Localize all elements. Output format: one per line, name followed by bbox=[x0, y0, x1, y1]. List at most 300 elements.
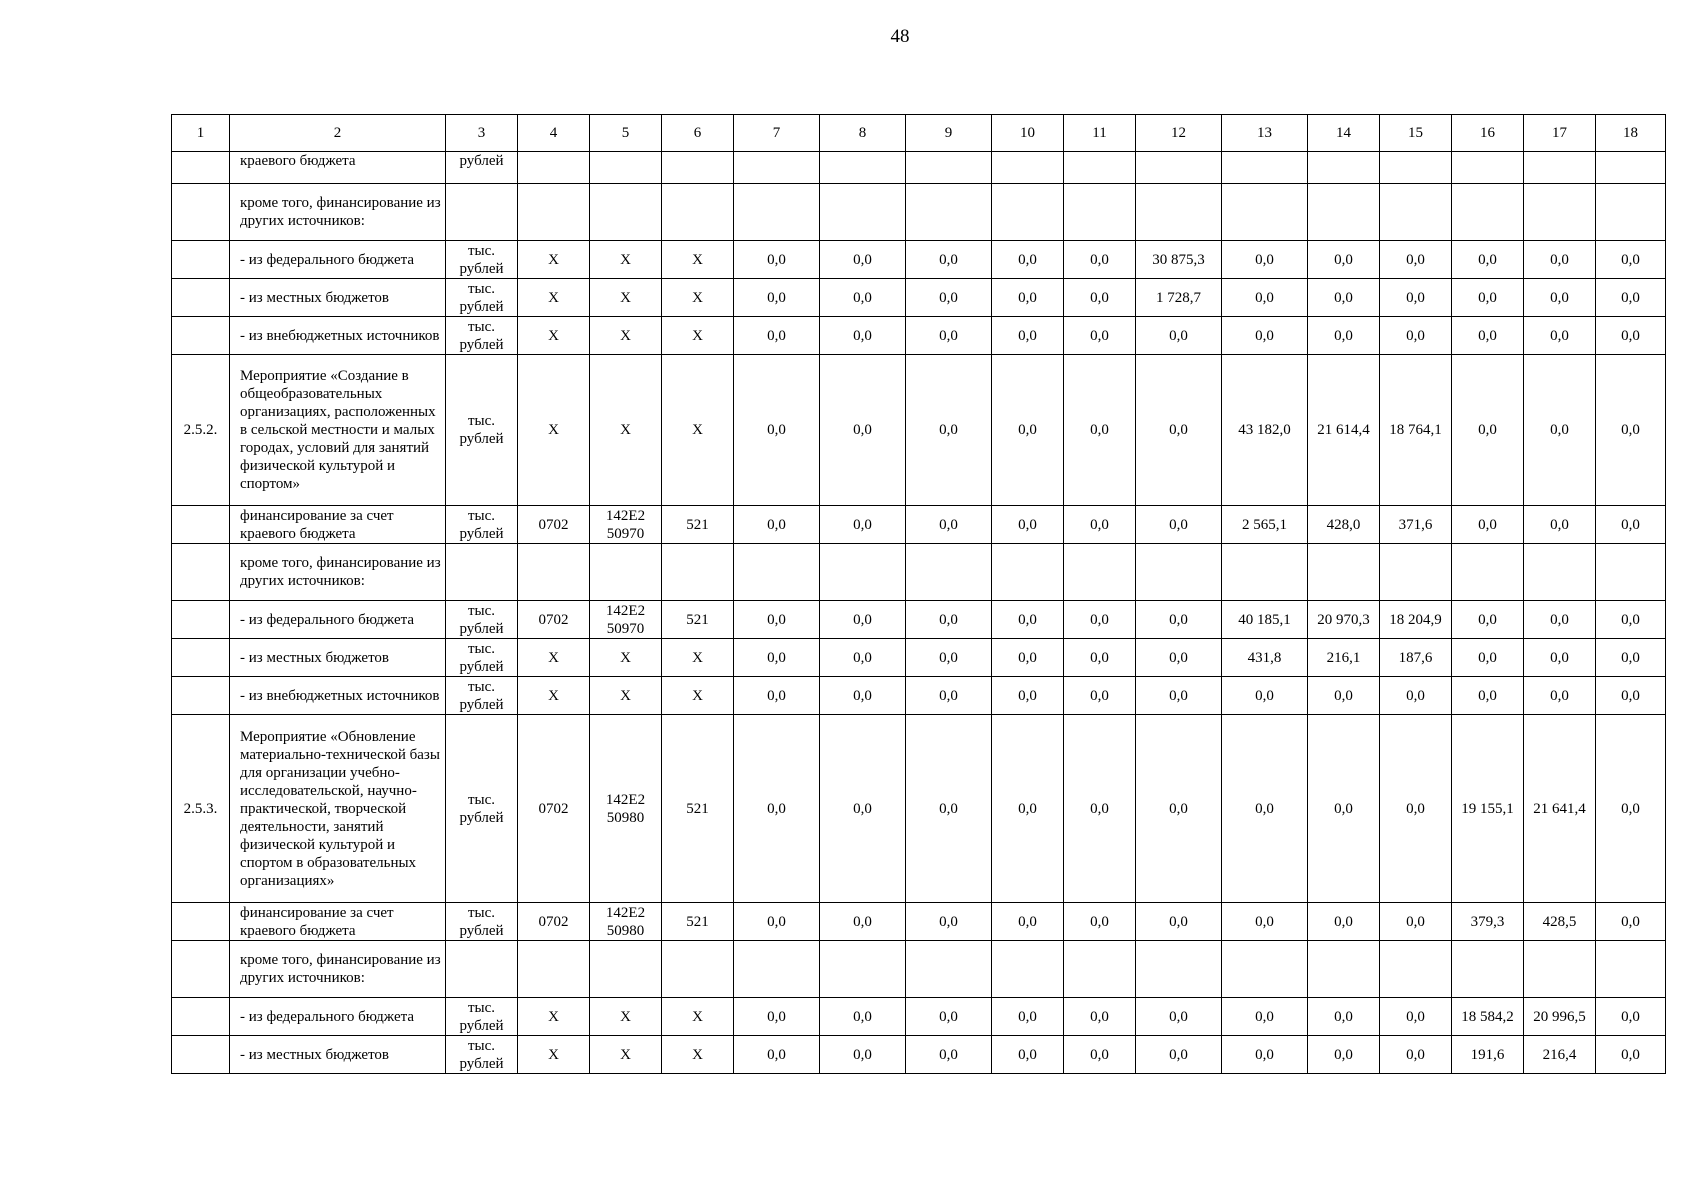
table-row bbox=[172, 601, 1666, 639]
table-cell: 0,0 bbox=[992, 639, 1064, 677]
table-cell: 0,0 bbox=[906, 903, 992, 941]
table-cell: 0,0 bbox=[1524, 241, 1596, 279]
table-cell: 216,4 bbox=[1524, 1036, 1596, 1074]
table-cell bbox=[172, 601, 230, 639]
table-cell: тыс. рублей bbox=[446, 241, 518, 279]
table-cell: 187,6 bbox=[1380, 639, 1452, 677]
table-cell: 0,0 bbox=[1136, 715, 1222, 903]
table-body bbox=[172, 115, 1666, 1074]
table-cell: 0,0 bbox=[1452, 506, 1524, 544]
header-row bbox=[172, 115, 1666, 152]
table-row bbox=[172, 355, 1666, 506]
table-cell: 0,0 bbox=[1064, 355, 1136, 506]
table-cell: 0,0 bbox=[1136, 601, 1222, 639]
table-cell: 0702 bbox=[518, 903, 590, 941]
table-cell: 0,0 bbox=[1064, 639, 1136, 677]
table-cell bbox=[1452, 184, 1524, 241]
table-cell: X bbox=[662, 317, 734, 355]
table-cell: 40 185,1 bbox=[1222, 601, 1308, 639]
table-cell: 0,0 bbox=[992, 317, 1064, 355]
table-cell bbox=[518, 184, 590, 241]
table-cell: 0,0 bbox=[1136, 317, 1222, 355]
table-row bbox=[172, 506, 1666, 544]
header-cell-17: 17 bbox=[1524, 115, 1596, 152]
table-cell: 521 bbox=[662, 506, 734, 544]
table-row bbox=[172, 715, 1666, 903]
table-row bbox=[172, 317, 1666, 355]
table-cell: 0,0 bbox=[734, 998, 820, 1036]
table-cell: 0,0 bbox=[1064, 506, 1136, 544]
table-cell: 0,0 bbox=[1222, 903, 1308, 941]
table-cell: 0,0 bbox=[1596, 715, 1666, 903]
header-cell-6: 6 bbox=[662, 115, 734, 152]
table-cell bbox=[992, 184, 1064, 241]
table-cell: 0,0 bbox=[1308, 715, 1380, 903]
table-cell: 0,0 bbox=[1380, 317, 1452, 355]
table-cell: 0,0 bbox=[1524, 279, 1596, 317]
table-cell: 428,5 bbox=[1524, 903, 1596, 941]
table-cell: 0,0 bbox=[1064, 317, 1136, 355]
table-cell: 0,0 bbox=[1452, 355, 1524, 506]
table-cell: 0,0 bbox=[1064, 601, 1136, 639]
table-cell: тыс. рублей bbox=[446, 998, 518, 1036]
table-cell: 0,0 bbox=[1380, 677, 1452, 715]
table-cell: 0,0 bbox=[1380, 279, 1452, 317]
table-cell: 0,0 bbox=[1524, 506, 1596, 544]
table-cell: 0,0 bbox=[1136, 506, 1222, 544]
table-cell: 0,0 bbox=[992, 715, 1064, 903]
table-cell bbox=[1452, 941, 1524, 998]
table-cell bbox=[1136, 941, 1222, 998]
table-row bbox=[172, 903, 1666, 941]
row-label-cell: - из местных бюджетов bbox=[230, 639, 446, 677]
table-cell: 0,0 bbox=[734, 355, 820, 506]
table-row bbox=[172, 544, 1666, 601]
table-cell: 0,0 bbox=[1222, 279, 1308, 317]
table-cell bbox=[820, 184, 906, 241]
table-cell: 0,0 bbox=[1308, 677, 1380, 715]
table-cell bbox=[1308, 941, 1380, 998]
table-cell bbox=[1596, 184, 1666, 241]
table-cell: 0,0 bbox=[1596, 355, 1666, 506]
table-cell bbox=[1308, 544, 1380, 601]
header-cell-5: 5 bbox=[590, 115, 662, 152]
table-cell bbox=[1136, 184, 1222, 241]
table-cell: 0,0 bbox=[734, 241, 820, 279]
table-cell: 0,0 bbox=[820, 279, 906, 317]
table-cell: 0,0 bbox=[1452, 317, 1524, 355]
table-cell bbox=[1222, 544, 1308, 601]
table-cell: 0,0 bbox=[1380, 998, 1452, 1036]
table-cell: 431,8 bbox=[1222, 639, 1308, 677]
table-cell: 0,0 bbox=[734, 639, 820, 677]
table-cell: 0,0 bbox=[820, 241, 906, 279]
table-cell: 0,0 bbox=[1136, 677, 1222, 715]
header-cell-8: 8 bbox=[820, 115, 906, 152]
table-cell: 0,0 bbox=[906, 715, 992, 903]
header-cell-4: 4 bbox=[518, 115, 590, 152]
table-cell: 0,0 bbox=[1596, 998, 1666, 1036]
table-cell: X bbox=[662, 355, 734, 506]
table-cell: тыс. рублей bbox=[446, 355, 518, 506]
table-cell bbox=[820, 544, 906, 601]
table-cell: 0,0 bbox=[1596, 601, 1666, 639]
table-cell: 0,0 bbox=[820, 639, 906, 677]
table-cell: 0,0 bbox=[1524, 355, 1596, 506]
table-cell bbox=[1452, 152, 1524, 184]
table-cell: 0,0 bbox=[1222, 1036, 1308, 1074]
table-cell: 0,0 bbox=[1596, 317, 1666, 355]
table-cell: 0,0 bbox=[1524, 317, 1596, 355]
table-cell bbox=[820, 152, 906, 184]
table-cell: X bbox=[662, 279, 734, 317]
table-cell bbox=[518, 941, 590, 998]
table-cell: 0,0 bbox=[1452, 677, 1524, 715]
table-cell: 0,0 bbox=[906, 506, 992, 544]
row-label-cell: Мероприятие «Обновление материально-технической базы для организации учебно-исследовательской, научно-практической, творческой деятельности, занятий физической культурой и спортом в образовательных организациях» bbox=[230, 715, 446, 903]
table-cell: 0,0 bbox=[1596, 506, 1666, 544]
header-cell-10: 10 bbox=[992, 115, 1064, 152]
row-label-cell: кроме того, финансирование из других источников: bbox=[230, 941, 446, 998]
table-row bbox=[172, 941, 1666, 998]
table-cell: 43 182,0 bbox=[1222, 355, 1308, 506]
table-cell: тыс. рублей bbox=[446, 715, 518, 903]
table-cell: 0,0 bbox=[734, 903, 820, 941]
table-cell: 0,0 bbox=[820, 903, 906, 941]
table-cell: 0,0 bbox=[906, 998, 992, 1036]
table-cell: X bbox=[518, 639, 590, 677]
table-cell: 1 728,7 bbox=[1136, 279, 1222, 317]
table-cell: 0,0 bbox=[1136, 903, 1222, 941]
table-cell: X bbox=[590, 355, 662, 506]
row-label-cell: финансирование за счет краевого бюджета bbox=[230, 903, 446, 941]
table-cell: 521 bbox=[662, 715, 734, 903]
table-cell bbox=[172, 544, 230, 601]
table-cell: 428,0 bbox=[1308, 506, 1380, 544]
table-cell: 0,0 bbox=[1308, 1036, 1380, 1074]
table-cell: тыс. рублей bbox=[446, 317, 518, 355]
table-cell: X bbox=[662, 639, 734, 677]
table-cell: X bbox=[590, 677, 662, 715]
table-cell: тыс. рублей bbox=[446, 279, 518, 317]
table-cell bbox=[992, 152, 1064, 184]
header-cell-12: 12 bbox=[1136, 115, 1222, 152]
header-cell-9: 9 bbox=[906, 115, 992, 152]
table-cell: 0,0 bbox=[1452, 279, 1524, 317]
table-cell bbox=[172, 903, 230, 941]
table-cell: 0,0 bbox=[734, 601, 820, 639]
table-cell: X bbox=[518, 241, 590, 279]
table-cell: 0,0 bbox=[1452, 601, 1524, 639]
table-cell: 0,0 bbox=[820, 1036, 906, 1074]
table-cell: 379,3 bbox=[1452, 903, 1524, 941]
table-cell bbox=[1524, 544, 1596, 601]
table-cell: 0,0 bbox=[1064, 1036, 1136, 1074]
table-cell bbox=[590, 941, 662, 998]
table-cell: 0,0 bbox=[820, 601, 906, 639]
table-cell: 0,0 bbox=[734, 317, 820, 355]
table-cell: 0,0 bbox=[1524, 601, 1596, 639]
table-cell bbox=[1064, 152, 1136, 184]
table-cell: 142E2 50970 bbox=[590, 601, 662, 639]
table-cell: 0,0 bbox=[820, 506, 906, 544]
table-cell: 0,0 bbox=[1136, 355, 1222, 506]
table-row bbox=[172, 241, 1666, 279]
table-cell: 30 875,3 bbox=[1136, 241, 1222, 279]
table-cell: 0,0 bbox=[820, 998, 906, 1036]
table-cell: 0,0 bbox=[1064, 241, 1136, 279]
table-cell bbox=[1136, 544, 1222, 601]
table-cell: 20 970,3 bbox=[1308, 601, 1380, 639]
table-cell: 0702 bbox=[518, 715, 590, 903]
table-cell bbox=[906, 184, 992, 241]
table-cell bbox=[1136, 152, 1222, 184]
table-cell: 0,0 bbox=[734, 279, 820, 317]
table-cell: 18 764,1 bbox=[1380, 355, 1452, 506]
table-cell: 0,0 bbox=[1222, 677, 1308, 715]
table-cell: 0,0 bbox=[992, 601, 1064, 639]
table-cell bbox=[590, 184, 662, 241]
table-row bbox=[172, 677, 1666, 715]
table-cell: 0,0 bbox=[906, 355, 992, 506]
table-cell: 0,0 bbox=[1380, 241, 1452, 279]
table-cell: тыс. рублей bbox=[446, 506, 518, 544]
table-cell bbox=[906, 941, 992, 998]
header-cell-14: 14 bbox=[1308, 115, 1380, 152]
table-cell: X bbox=[662, 241, 734, 279]
table-cell bbox=[1380, 941, 1452, 998]
table-cell bbox=[172, 506, 230, 544]
table-cell: X bbox=[590, 279, 662, 317]
table-cell bbox=[1064, 184, 1136, 241]
table-cell: 0,0 bbox=[1222, 715, 1308, 903]
table-cell: 0,0 bbox=[734, 715, 820, 903]
table-cell: 0702 bbox=[518, 601, 590, 639]
table-cell: 0,0 bbox=[906, 1036, 992, 1074]
table-cell bbox=[172, 639, 230, 677]
table-cell bbox=[446, 184, 518, 241]
header-cell-11: 11 bbox=[1064, 115, 1136, 152]
table-cell: X bbox=[590, 317, 662, 355]
table-cell: 0,0 bbox=[992, 998, 1064, 1036]
row-label-cell: - из федерального бюджета bbox=[230, 601, 446, 639]
table-cell: 0,0 bbox=[1136, 1036, 1222, 1074]
table-cell bbox=[992, 544, 1064, 601]
table-row bbox=[172, 639, 1666, 677]
table-cell: 142E2 50970 bbox=[590, 506, 662, 544]
row-label-cell: кроме того, финансирование из других источников: bbox=[230, 544, 446, 601]
table-cell bbox=[1452, 544, 1524, 601]
table-cell bbox=[820, 941, 906, 998]
table-cell: 521 bbox=[662, 601, 734, 639]
table-cell: 0,0 bbox=[1380, 715, 1452, 903]
table-cell bbox=[590, 544, 662, 601]
table-cell: 2.5.2. bbox=[172, 355, 230, 506]
table-cell bbox=[1064, 544, 1136, 601]
table-cell: 0,0 bbox=[992, 677, 1064, 715]
table-cell: 0,0 bbox=[992, 355, 1064, 506]
row-label-cell: - из внебюджетных источников bbox=[230, 317, 446, 355]
table-cell: X bbox=[518, 1036, 590, 1074]
table-cell: 0,0 bbox=[1064, 903, 1136, 941]
table-cell bbox=[172, 941, 230, 998]
table-cell: 2.5.3. bbox=[172, 715, 230, 903]
table-cell bbox=[734, 152, 820, 184]
table-cell bbox=[662, 544, 734, 601]
table-cell bbox=[1380, 152, 1452, 184]
table-cell: X bbox=[662, 998, 734, 1036]
table-cell: X bbox=[662, 1036, 734, 1074]
table-cell bbox=[1380, 184, 1452, 241]
row-label-cell: - из федерального бюджета bbox=[230, 241, 446, 279]
table-row bbox=[172, 1036, 1666, 1074]
table-cell: 0,0 bbox=[906, 677, 992, 715]
table-cell: 0,0 bbox=[1308, 998, 1380, 1036]
page-number: 48 bbox=[890, 26, 910, 47]
table-cell: 0,0 bbox=[1136, 639, 1222, 677]
header-cell-1: 1 bbox=[172, 115, 230, 152]
row-label-cell: финансирование за счет краевого бюджета bbox=[230, 506, 446, 544]
table-cell: 0,0 bbox=[1452, 639, 1524, 677]
table-cell bbox=[734, 941, 820, 998]
row-label-cell: краевого бюджета bbox=[230, 152, 446, 184]
table-row bbox=[172, 152, 1666, 184]
table-cell: 0,0 bbox=[1222, 317, 1308, 355]
table-cell: X bbox=[518, 279, 590, 317]
table-cell: X bbox=[590, 639, 662, 677]
row-label-cell: - из внебюджетных источников bbox=[230, 677, 446, 715]
header-cell-13: 13 bbox=[1222, 115, 1308, 152]
table-cell: 0,0 bbox=[820, 715, 906, 903]
table-cell bbox=[172, 677, 230, 715]
table-cell bbox=[1222, 184, 1308, 241]
table-cell: 0,0 bbox=[1596, 241, 1666, 279]
table-cell: X bbox=[590, 998, 662, 1036]
table-cell: 0,0 bbox=[992, 903, 1064, 941]
table-cell bbox=[1596, 941, 1666, 998]
table-cell: тыс. рублей bbox=[446, 677, 518, 715]
table-cell: X bbox=[518, 317, 590, 355]
table-cell bbox=[662, 941, 734, 998]
table-cell: 0,0 bbox=[1222, 241, 1308, 279]
table-cell: 0,0 bbox=[906, 601, 992, 639]
table-cell bbox=[446, 941, 518, 998]
table-cell: 521 bbox=[662, 903, 734, 941]
table-cell bbox=[1524, 941, 1596, 998]
table-cell: 0,0 bbox=[820, 677, 906, 715]
table-cell: 216,1 bbox=[1308, 639, 1380, 677]
table-cell: 0,0 bbox=[734, 1036, 820, 1074]
table-cell: тыс. рублей bbox=[446, 639, 518, 677]
table-cell: 0,0 bbox=[1064, 677, 1136, 715]
table-cell: 142E2 50980 bbox=[590, 903, 662, 941]
table-cell bbox=[1524, 184, 1596, 241]
table-cell: X bbox=[518, 355, 590, 506]
table-cell bbox=[906, 544, 992, 601]
table-cell bbox=[1222, 152, 1308, 184]
table-cell: 0,0 bbox=[1596, 1036, 1666, 1074]
table-cell: тыс. рублей bbox=[446, 601, 518, 639]
table-cell: 0702 bbox=[518, 506, 590, 544]
table-cell bbox=[1524, 152, 1596, 184]
table-cell bbox=[172, 152, 230, 184]
table-row bbox=[172, 279, 1666, 317]
table-cell: 18 204,9 bbox=[1380, 601, 1452, 639]
header-cell-3: 3 bbox=[446, 115, 518, 152]
table-row bbox=[172, 184, 1666, 241]
table-cell: 0,0 bbox=[906, 241, 992, 279]
table-cell bbox=[1064, 941, 1136, 998]
table-cell: 0,0 bbox=[1308, 279, 1380, 317]
table-cell: 191,6 bbox=[1452, 1036, 1524, 1074]
table-cell: тыс. рублей bbox=[446, 1036, 518, 1074]
table-cell bbox=[1308, 184, 1380, 241]
header-cell-2: 2 bbox=[230, 115, 446, 152]
table-cell bbox=[172, 1036, 230, 1074]
table-cell: 0,0 bbox=[820, 355, 906, 506]
table-cell: 20 996,5 bbox=[1524, 998, 1596, 1036]
table-cell: 0,0 bbox=[1064, 279, 1136, 317]
table-cell: тыс. рублей bbox=[446, 903, 518, 941]
table-cell: 0,0 bbox=[992, 241, 1064, 279]
table-cell bbox=[172, 241, 230, 279]
header-cell-7: 7 bbox=[734, 115, 820, 152]
table-cell bbox=[518, 544, 590, 601]
table-cell: 19 155,1 bbox=[1452, 715, 1524, 903]
table-cell bbox=[1596, 544, 1666, 601]
table-cell: X bbox=[662, 677, 734, 715]
table-cell bbox=[1308, 152, 1380, 184]
table-cell: X bbox=[518, 677, 590, 715]
table-cell: 0,0 bbox=[1380, 1036, 1452, 1074]
table-cell: 21 614,4 bbox=[1308, 355, 1380, 506]
table-cell: 18 584,2 bbox=[1452, 998, 1524, 1036]
header-cell-16: 16 bbox=[1452, 115, 1524, 152]
row-label-cell: кроме того, финансирование из других источников: bbox=[230, 184, 446, 241]
table-cell: 21 641,4 bbox=[1524, 715, 1596, 903]
table-cell: 142E2 50980 bbox=[590, 715, 662, 903]
table-cell bbox=[734, 544, 820, 601]
table-cell: X bbox=[590, 1036, 662, 1074]
header-cell-15: 15 bbox=[1380, 115, 1452, 152]
table-cell bbox=[734, 184, 820, 241]
table-cell bbox=[446, 544, 518, 601]
table-cell: 0,0 bbox=[1136, 998, 1222, 1036]
table-cell: 0,0 bbox=[1596, 677, 1666, 715]
table-cell bbox=[172, 998, 230, 1036]
table-cell: 0,0 bbox=[992, 1036, 1064, 1074]
table-cell bbox=[662, 184, 734, 241]
table-cell: 0,0 bbox=[1308, 317, 1380, 355]
table-cell: 0,0 bbox=[1064, 715, 1136, 903]
table-cell: X bbox=[590, 241, 662, 279]
table-cell bbox=[172, 279, 230, 317]
row-label-cell: - из местных бюджетов bbox=[230, 279, 446, 317]
table-cell bbox=[172, 184, 230, 241]
table-row bbox=[172, 998, 1666, 1036]
table-cell: 0,0 bbox=[992, 506, 1064, 544]
table-cell: 0,0 bbox=[1308, 241, 1380, 279]
table-cell: 0,0 bbox=[734, 506, 820, 544]
table-cell: 0,0 bbox=[1380, 903, 1452, 941]
table-cell: 0,0 bbox=[906, 279, 992, 317]
row-label-cell: - из местных бюджетов bbox=[230, 1036, 446, 1074]
table-cell: 0,0 bbox=[1596, 639, 1666, 677]
table-cell bbox=[590, 152, 662, 184]
row-label-cell: - из федерального бюджета bbox=[230, 998, 446, 1036]
table-cell: рублей bbox=[446, 152, 518, 184]
table-cell: 0,0 bbox=[1524, 677, 1596, 715]
